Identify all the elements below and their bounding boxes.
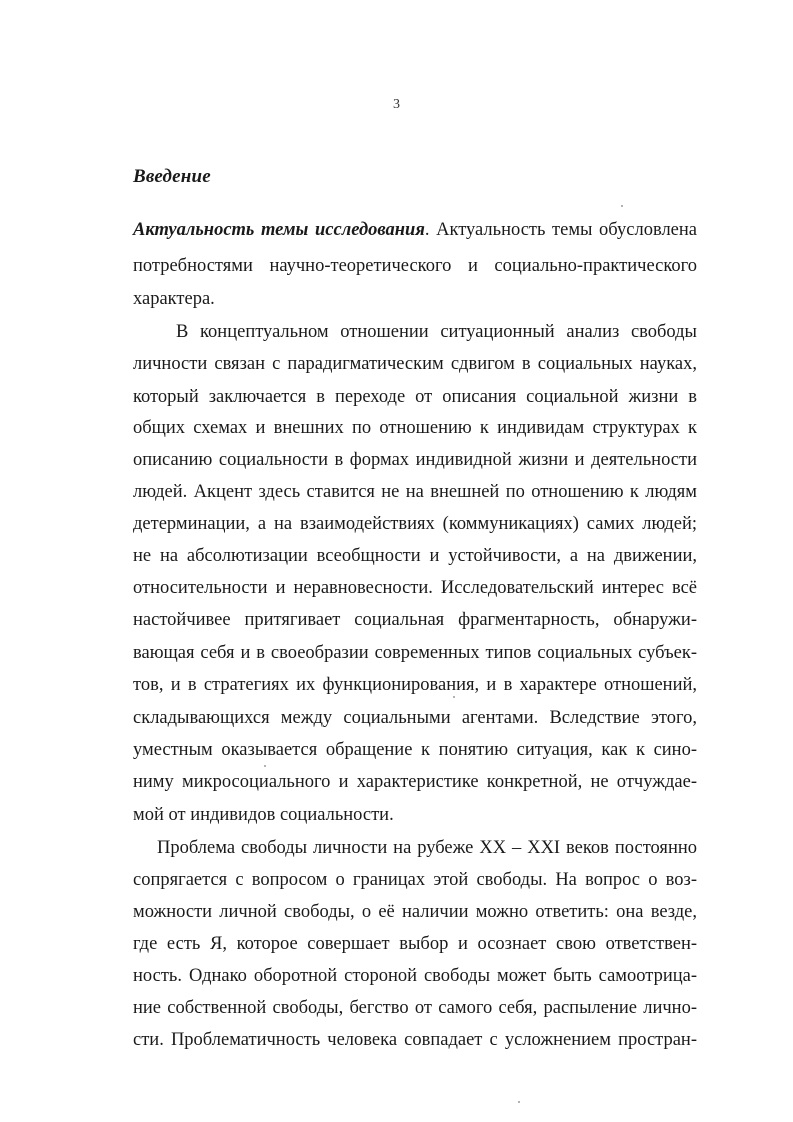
paragraph-3-line-3: можности личной свободы, о её наличии можно ответить: она везде, — [133, 902, 697, 922]
scan-speck — [453, 696, 455, 698]
paragraph-2-line-3: который заключается в переходе от описания социальной жизни в — [133, 387, 697, 407]
paragraph-2-line-7: детерминации, а на взаимодействиях (коммуникациях) самих людей; — [133, 514, 697, 534]
paragraph-2-line-13: складывающихся между социальными агентами. Вследствие этого, — [133, 708, 697, 728]
paragraph-2-line-16: мой от индивидов социальности. — [133, 805, 394, 825]
scan-speck — [518, 1101, 520, 1103]
paragraph-2-line-4: общих схемах и внешних по отношению к индивидам структурах к — [133, 418, 697, 438]
section-heading: Введение — [133, 166, 211, 187]
paragraph-text: . Актуальность темы обусловлена — [424, 220, 698, 240]
scan-speck — [621, 205, 623, 207]
topic-relevance-emphasis: Актуальность темы исследования — [133, 220, 425, 240]
paragraph-2-line-6: людей. Акцент здесь ставится не на внешней по отношению к людям — [133, 482, 697, 502]
paragraph-2-line-8: не на абсолютизации всеобщности и устойчивости, а на движении, — [133, 546, 697, 566]
paragraph-2-line-5: описанию социальности в формах индивидной жизни и деятельности — [133, 450, 697, 470]
page-number: 3 — [393, 97, 400, 112]
paragraph-2-line-12: тов, и в стратегиях их функционирования, и в характере отношений, — [133, 675, 697, 695]
paragraph-3-line-5: ность. Однако оборотной стороной свободы может быть самоотрица- — [133, 966, 697, 986]
paragraph-3-line-7: сти. Проблематичность человека совпадает с усложнением простран- — [133, 1030, 697, 1050]
paragraph-2-line-1: В концептуальном отношении ситуационный анализ свободы — [176, 322, 697, 342]
paragraph-3-line-6: ние собственной свободы, бегство от самого себя, распыление лично- — [133, 998, 697, 1018]
paragraph-1-line-2: потребностями научно-теоретического и социально-практического — [133, 256, 697, 276]
paragraph-2-line-2: личности связан с парадигматическим сдвигом в социальных науках, — [133, 354, 697, 374]
paragraph-3-line-4: где есть Я, которое совершает выбор и осознает свою ответствен- — [133, 934, 697, 954]
paragraph-1-line-1 — [133, 220, 697, 240]
paragraph-2-line-15: ниму микросоциального и характеристике конкретной, не отчуждае- — [133, 772, 697, 792]
paragraph-2-line-11: вающая себя и в своеобразии современных типов социальных субъек- — [133, 643, 697, 663]
paragraph-2-line-10: настойчивее притягивает социальная фрагментарность, обнаружи- — [133, 610, 697, 630]
paragraph-3-line-2: сопрягается с вопросом о границах этой свободы. На вопрос о воз- — [133, 870, 697, 890]
paragraph-1-line-3: характера. — [133, 289, 215, 309]
scan-speck — [264, 765, 266, 767]
paragraph-2-line-9: относительности и неравновесности. Исследовательский интерес всё — [133, 578, 697, 598]
paragraph-2-line-14: уместным оказывается обращение к понятию ситуация, как к сино- — [133, 740, 697, 760]
paragraph-3-line-1: Проблема свободы личности на рубеже XX – XXI веков постоянно — [157, 838, 697, 858]
